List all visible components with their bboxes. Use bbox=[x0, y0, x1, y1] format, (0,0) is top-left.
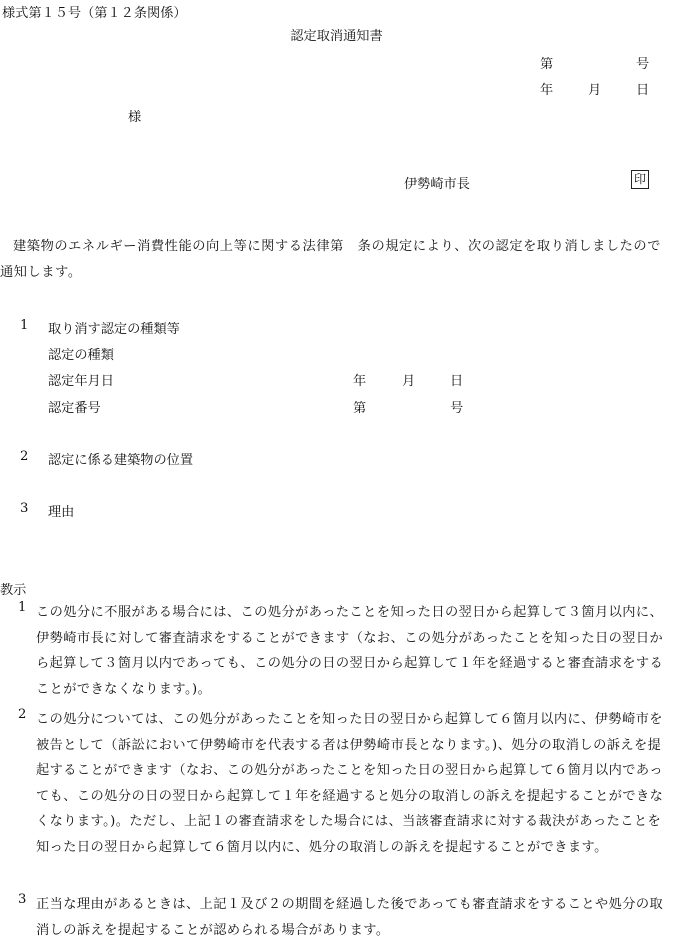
section-3-number: 3 bbox=[20, 501, 29, 516]
date-day-label: 日 bbox=[636, 83, 650, 98]
date-year-label: 年 bbox=[540, 83, 554, 98]
certification-date-label: 認定年月日 bbox=[48, 374, 114, 389]
body-paragraph: 建築物のエネルギー消費性能の向上等に関する法律第 条の規定により、次の認定を取り消しましたので通知します。 bbox=[0, 239, 662, 280]
document-title: 認定取消通知書 bbox=[290, 29, 383, 44]
certification-kind-label: 認定の種類 bbox=[48, 348, 114, 363]
section-1-title: 取り消す認定の種類等 bbox=[48, 322, 180, 337]
section-2-number: 2 bbox=[20, 449, 29, 464]
section-3-title: 理由 bbox=[48, 505, 75, 520]
cert-date-year: 年 bbox=[353, 374, 367, 389]
notice-item-3-text: 正当な理由があるときは、上記１及び２の期間を経過した後であっても審査請求をすることや処分の取消しの訴えを提起することが認められる場合があります。 bbox=[36, 897, 664, 938]
cert-number-suffix: 号 bbox=[450, 401, 464, 416]
addressee-suffix: 様 bbox=[128, 110, 142, 125]
notice-item-2-text: この処分については、この処分があったことを知った日の翌日から起算して６箇月以内に、伊勢崎市を被告として（訴訟において伊勢崎市を代表する者は伊勢崎市長となります。)、処分の取消しの訴えを提起することができます（なお、この処分があったことを知った日の翌日から起算して６箇月以内であっても、この処分の日の翌日から起算して１年を経過すると処分の取消しの訴えを提起することができなくなります。)。ただし、上記１の審査請求をした場合には、当該審査請求に対する裁決があったことを知った日の翌日から起算して６箇月以内に、処分の取消しの訴えを提起することができます。 bbox=[36, 712, 664, 855]
notice-heading: 教示 bbox=[0, 583, 27, 598]
certification-number-label: 認定番号 bbox=[48, 401, 101, 416]
section-1-number: 1 bbox=[20, 318, 29, 333]
seal-box: 印 bbox=[631, 170, 649, 189]
cert-date-month: 月 bbox=[402, 374, 416, 389]
issuer-name: 伊勢崎市長 bbox=[404, 177, 470, 192]
cert-number-prefix: 第 bbox=[353, 401, 367, 416]
form-number: 様式第１５号（第１２条関係） bbox=[2, 6, 187, 21]
notice-item-2-number: 2 bbox=[18, 707, 27, 722]
notice-item-3-number: 3 bbox=[18, 892, 27, 907]
doc-number-prefix: 第 bbox=[540, 57, 554, 72]
cert-date-day: 日 bbox=[450, 374, 464, 389]
doc-number-suffix: 号 bbox=[636, 57, 650, 72]
section-2-title: 認定に係る建築物の位置 bbox=[48, 453, 194, 468]
date-month-label: 月 bbox=[588, 83, 602, 98]
notice-item-1-number: 1 bbox=[18, 600, 27, 615]
notice-item-1-text: この処分に不服がある場合には、この処分があったことを知った日の翌日から起算して３箇月以内に、伊勢崎市長に対して審査請求をすることができます（なお、この処分があったことを知った日の翌日から起算して３箇月以内であっても、この処分の日の翌日から起算して１年を経過すると審査請求をすることができなくなります。)。 bbox=[36, 605, 664, 697]
